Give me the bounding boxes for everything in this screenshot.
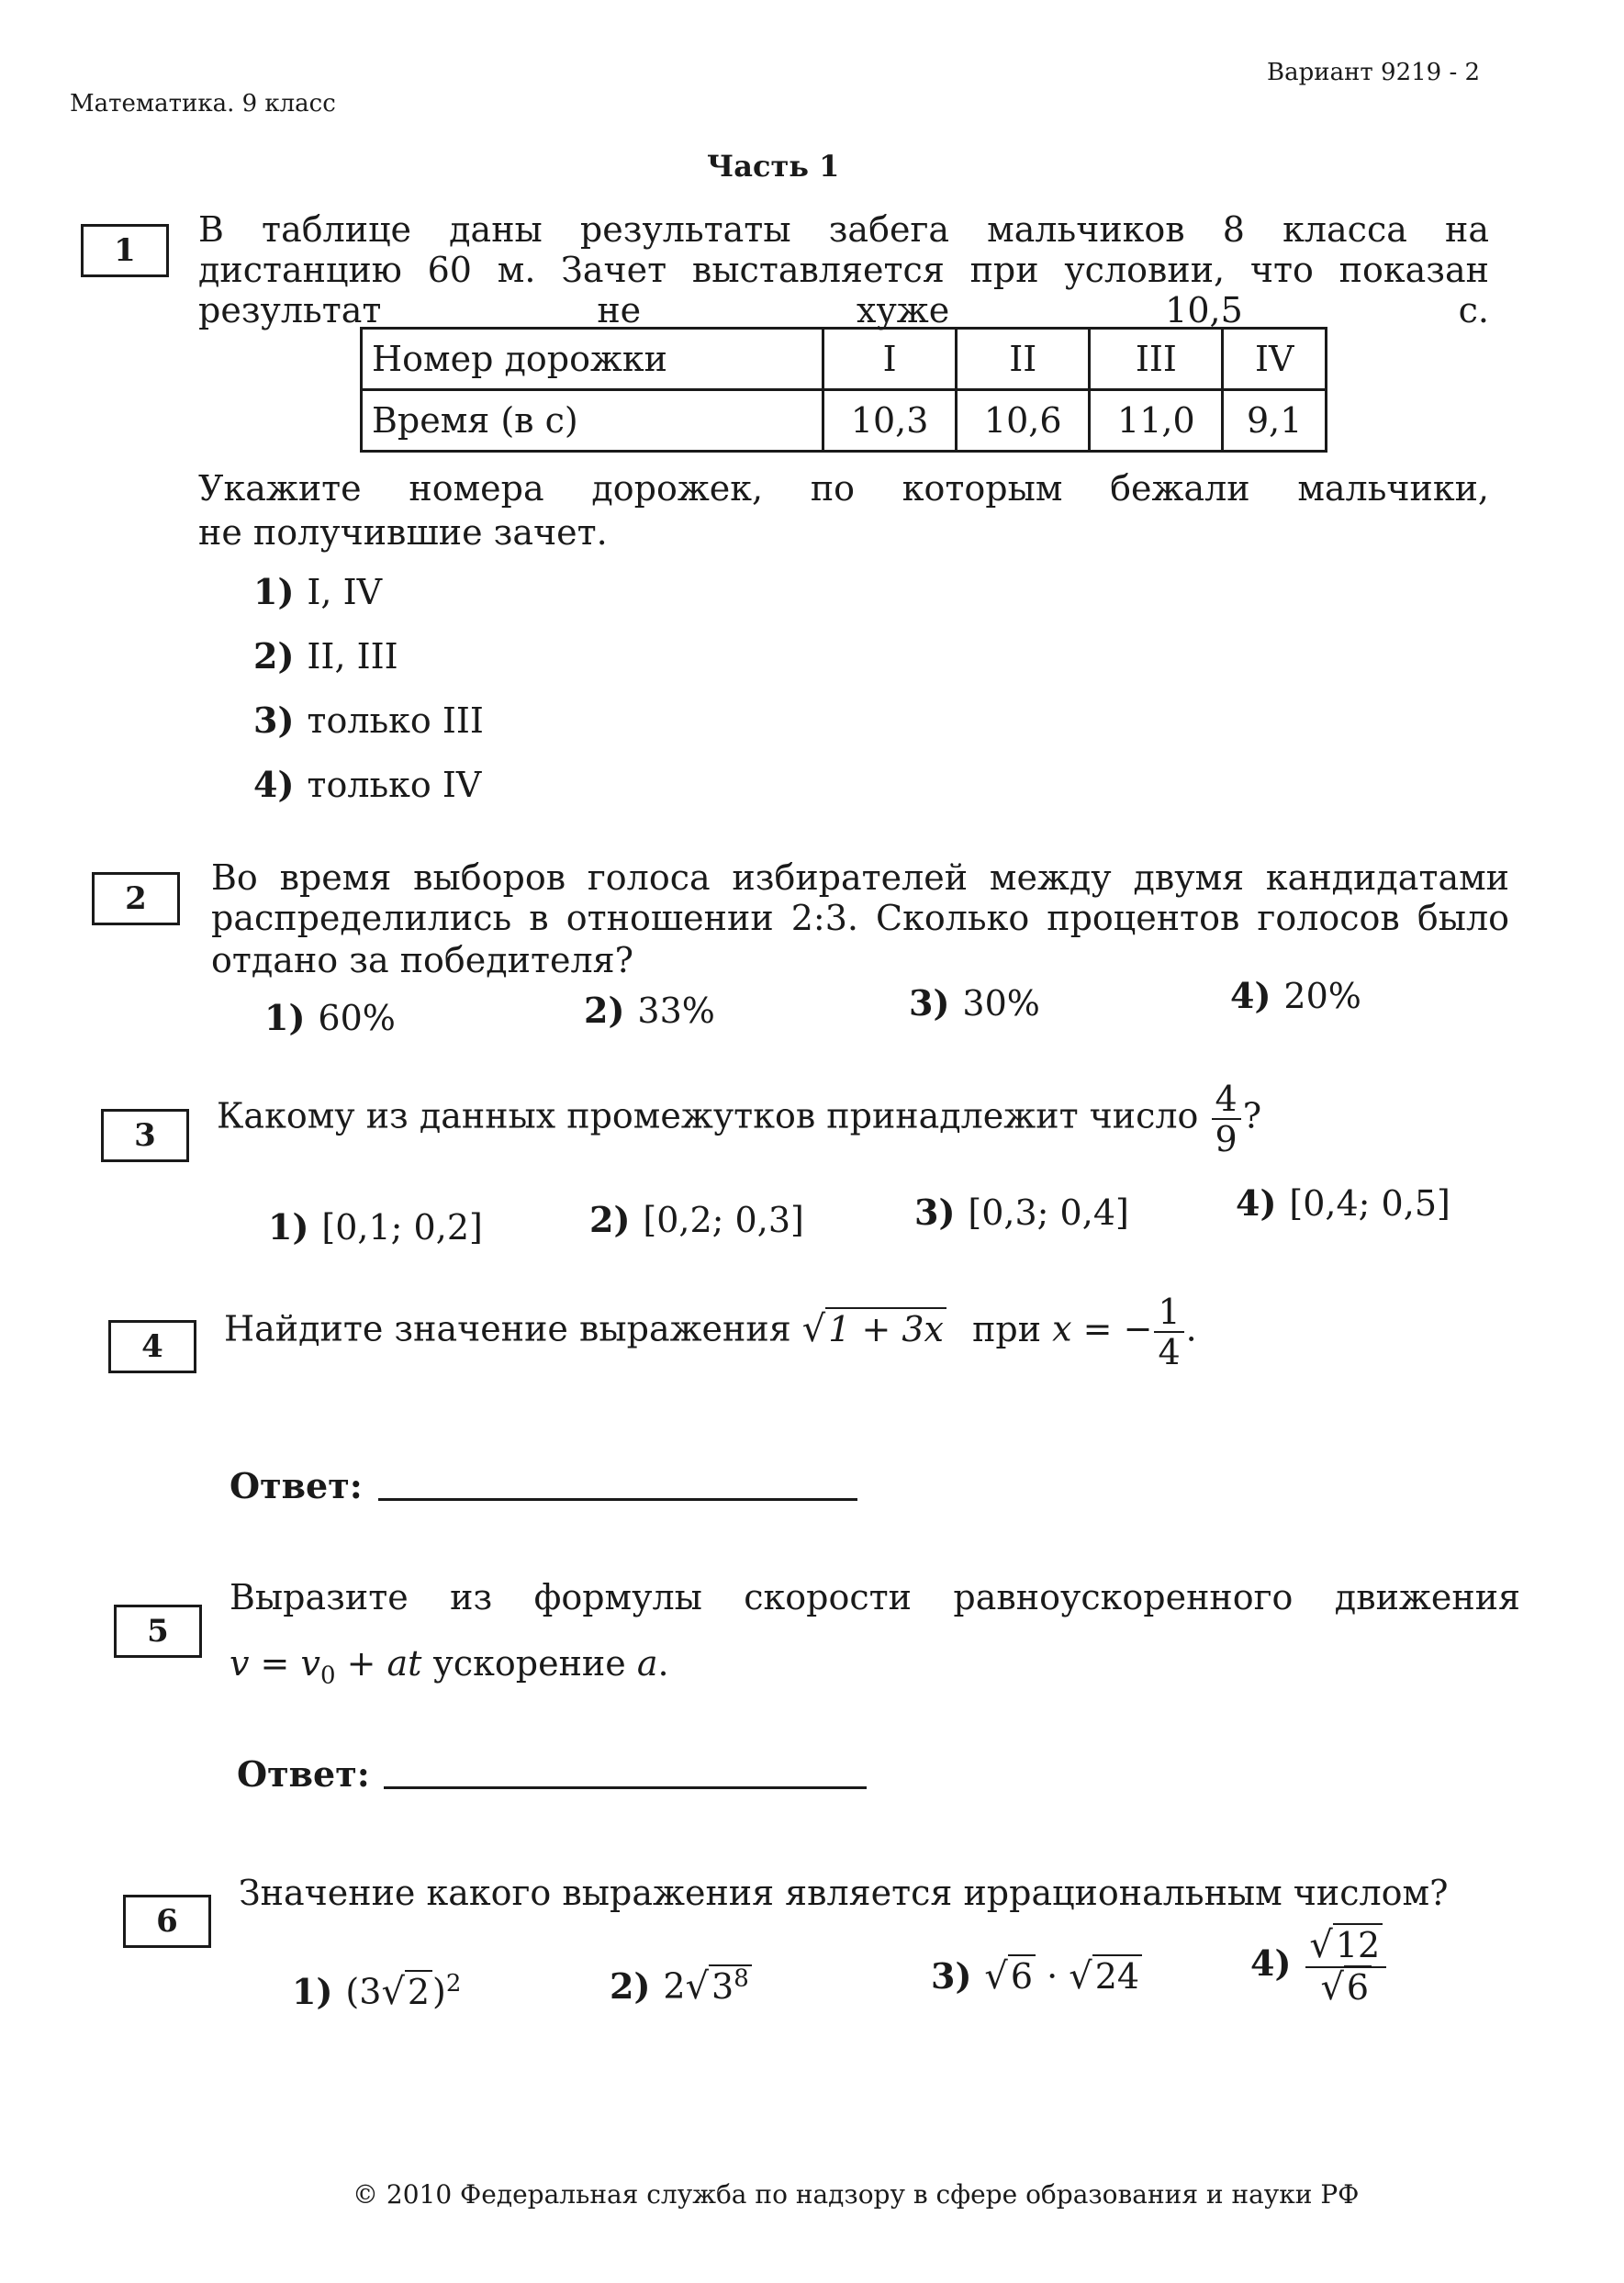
subject-header: Математика. 9 класс [70, 90, 336, 118]
radicand: 1 + 3x [825, 1307, 946, 1349]
q4-variable: x = − [1052, 1308, 1153, 1349]
sqrt-expression [686, 1966, 752, 2007]
option-number: 1) [292, 1970, 333, 2012]
option-number: 1) [268, 1206, 309, 1248]
radicand: 6 [1008, 1954, 1036, 1997]
table-row-times [362, 390, 1327, 452]
fraction-numerator: 4 [1212, 1081, 1241, 1120]
fraction [1305, 1924, 1386, 2009]
option-number: 1) [253, 571, 295, 612]
q6-option-4 [1250, 1924, 1388, 2009]
option-number: 4) [1236, 1182, 1277, 1224]
table-cell-lane: IV [1223, 329, 1327, 390]
q5-text-cont: ускорение [421, 1643, 637, 1684]
option-number: 4) [1230, 975, 1271, 1016]
q2-option-3 [909, 982, 1040, 1024]
paren-close: ) [432, 1971, 446, 2012]
sqrt-icon: √ [685, 1964, 710, 2008]
fraction-denominator [1317, 1965, 1376, 2009]
q2-text-cont: отдано за победителя? [211, 940, 633, 980]
q5-answer-field[interactable] [384, 1786, 867, 1789]
radicand: 2 [405, 1970, 432, 2012]
q3-question-text: Какому из данных промежутков принадлежит число [217, 1095, 1199, 1136]
table-header-lane: Номер дорожки [362, 329, 823, 390]
q6-option-3 [931, 1955, 1142, 1998]
question-mark: ? [1242, 1095, 1262, 1136]
q3-option-4 [1236, 1182, 1450, 1224]
acceleration-symbol: a [636, 1643, 658, 1684]
period: . [657, 1643, 669, 1684]
coefficient: 2 [663, 1965, 686, 2007]
question-number-5: 5 [114, 1605, 202, 1658]
option-text: [0,3; 0,4] [968, 1192, 1129, 1233]
option-number: 2) [589, 1199, 631, 1240]
option-text: 60% [318, 998, 396, 1038]
option-text: только IV [307, 765, 482, 805]
q3-option-2 [589, 1199, 804, 1240]
sqrt-expression [1321, 1967, 1372, 2008]
sqrt-expression [1069, 1956, 1142, 1997]
sqrt-icon: √ [1309, 1924, 1333, 1966]
q3-option-1 [268, 1206, 483, 1248]
copyright-footer: © 2010 Федеральная служба по надзору в сфере образования и науки РФ [353, 2179, 1360, 2210]
question-number-3: 3 [101, 1109, 189, 1162]
question-number-1: 1 [81, 224, 169, 277]
q1-option-3 [253, 699, 484, 741]
fraction [1154, 1294, 1183, 1370]
sqrt-expression [1309, 1925, 1383, 1965]
q4-answer-field[interactable] [378, 1498, 857, 1501]
q5-text: Выразите из формулы скорости равноускоренного движения [230, 1577, 1520, 1617]
formula-subscript: 0 [319, 1662, 336, 1690]
fraction-denominator: 9 [1215, 1119, 1238, 1159]
q6-option-1 [292, 1970, 461, 2013]
exponent: 8 [734, 1964, 749, 1992]
option-text: II, III [307, 636, 398, 677]
part-title: Часть 1 [707, 149, 840, 184]
option-number: 3) [914, 1192, 956, 1233]
option-text: только III [307, 700, 484, 741]
question-number-2: 2 [92, 872, 180, 925]
option-number: 4) [1250, 1942, 1292, 1985]
sqrt-expression [381, 1972, 432, 2012]
q1-option-4 [253, 764, 481, 805]
multiply-dot: · [1036, 1956, 1070, 1997]
period: . [1185, 1308, 1197, 1349]
option-number: 2) [253, 635, 295, 677]
q2-option-4 [1230, 975, 1361, 1016]
sqrt-icon: √ [1320, 1965, 1344, 2009]
q4-at-word: при [972, 1308, 1042, 1349]
q1-option-2 [253, 635, 398, 677]
option-text: 30% [962, 983, 1040, 1024]
option-number: 4) [253, 764, 295, 805]
fraction [1212, 1081, 1241, 1157]
table-cell-time: 9,1 [1223, 390, 1327, 452]
option-text: 20% [1283, 976, 1361, 1016]
radicand: 3 [711, 1965, 734, 2007]
paren-open: (3 [345, 1971, 382, 2012]
table-row-lanes [362, 329, 1327, 390]
sqrt-expression [984, 1956, 1036, 1997]
variant-header: Вариант 9219 - 2 [1267, 59, 1481, 86]
q2-text: Во время выборов голоса избирателей между двумя кандидатами распределились в отношении 2:3. Сколько процентов голосов было [211, 857, 1509, 938]
sqrt-icon: √ [381, 1970, 405, 2013]
formula-v: v = v [230, 1643, 320, 1684]
option-text: [0,1; 0,2] [321, 1207, 483, 1248]
results-table [360, 327, 1327, 453]
option-text: [0,2; 0,3] [643, 1200, 804, 1240]
q5-formula-line [230, 1643, 669, 1696]
q1-option-1 [253, 571, 382, 612]
radicand: 12 [1333, 1923, 1383, 1965]
exponent: 2 [445, 1970, 462, 1998]
sqrt-icon: √ [1069, 1955, 1092, 1998]
q1-question: Укажите номера дорожек, по которым бежали мальчики, [198, 468, 1489, 509]
fraction-numerator [1305, 1924, 1386, 1968]
option-number: 3) [909, 982, 950, 1024]
question-number-4: 4 [108, 1320, 196, 1373]
q2-option-1 [264, 997, 396, 1038]
q4-question-text: Найдите значение выражения [224, 1308, 791, 1349]
radicand-group [709, 1964, 752, 2007]
q2-option-2 [584, 990, 715, 1031]
option-number: 3) [253, 699, 295, 741]
table-cell-lane: III [1090, 329, 1223, 390]
option-text: [0,4; 0,5] [1289, 1183, 1450, 1224]
fraction-denominator: 4 [1158, 1332, 1181, 1372]
q1-question-cont: не получившие зачет. [198, 512, 608, 553]
q5-answer-label: Ответ: [237, 1753, 370, 1795]
option-number: 3) [931, 1955, 972, 1997]
sqrt-icon: √ [801, 1307, 826, 1350]
q4-text [224, 1294, 1197, 1370]
fraction-numerator: 1 [1154, 1294, 1183, 1333]
table-cell-time: 11,0 [1090, 390, 1223, 452]
radicand: 6 [1344, 1965, 1372, 2008]
option-number: 2) [584, 990, 625, 1031]
option-text: I, IV [307, 572, 383, 612]
sqrt-expression [802, 1309, 946, 1349]
table-cell-time: 10,3 [823, 390, 957, 452]
sqrt-icon: √ [984, 1955, 1008, 1998]
table-cell-time: 10,6 [957, 390, 1090, 452]
q4-answer-label: Ответ: [230, 1465, 363, 1506]
q6-text: Значение какого выражения является иррациональным числом? [239, 1873, 1449, 1913]
q3-text [217, 1081, 1261, 1157]
option-text: 33% [637, 990, 715, 1031]
q3-option-3 [914, 1192, 1129, 1233]
option-number: 2) [610, 1964, 651, 2007]
radicand: 24 [1092, 1954, 1142, 1997]
formula-rest: + at [335, 1643, 422, 1684]
option-number: 1) [264, 997, 306, 1038]
table-cell-lane: I [823, 329, 957, 390]
table-header-time: Время (в c) [362, 390, 823, 452]
question-number-6: 6 [123, 1895, 211, 1948]
table-cell-lane: II [957, 329, 1090, 390]
q1-text: В таблице даны результаты забега мальчиков 8 класса на дистанцию 60 м. Зачет выставляется при условии, что показан результат не хуже 10,5 с. [198, 209, 1489, 330]
q6-option-2 [610, 1964, 752, 2008]
